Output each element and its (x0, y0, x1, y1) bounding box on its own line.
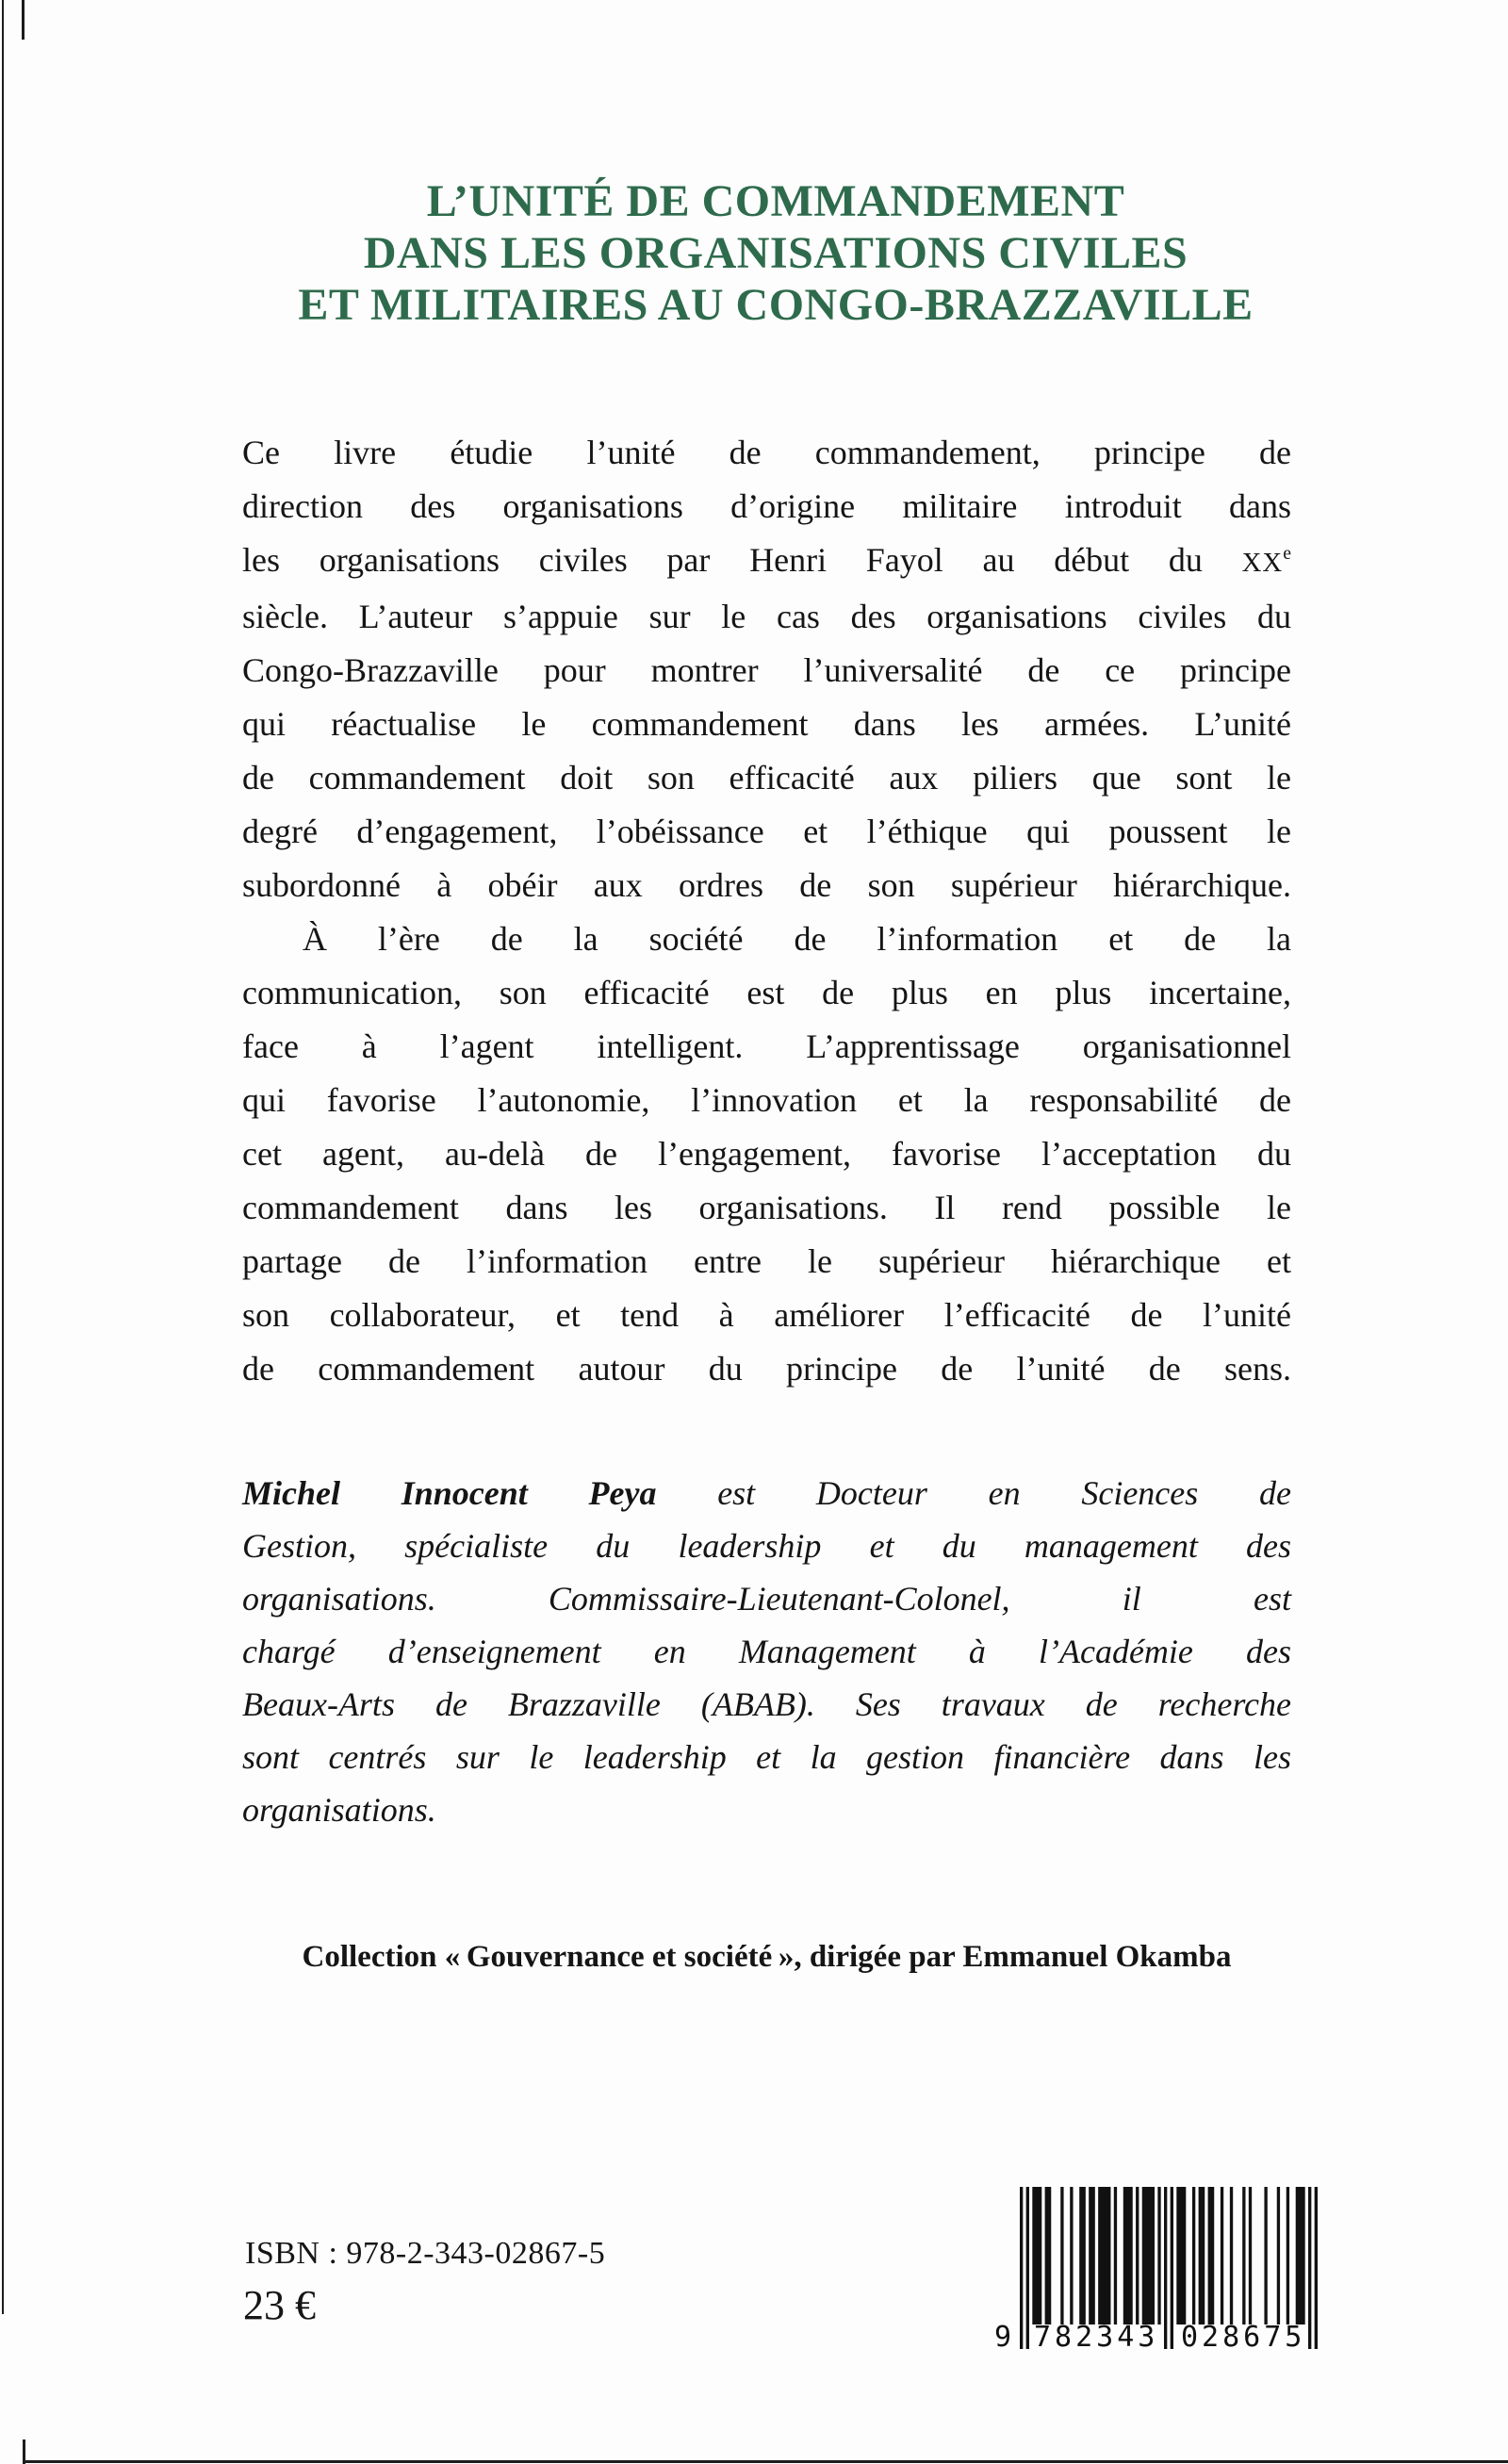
collection-line: Collection « Gouvernance et société », dirigée par Emmanuel Okamba (302, 1940, 1232, 1974)
synopsis-line: qui réactualise le commandement dans les armées. L’unité (242, 705, 1291, 743)
bio-line: chargé d’enseignement en Management à l’Académie des (242, 1633, 1291, 1670)
synopsis-line: subordonné à obéir aux ordres de son supérieur hiérarchique. (242, 866, 1291, 904)
synopsis-line: direction des organisations d’origine militaire introduit dans (242, 487, 1291, 525)
synopsis-line: Congo-Brazzaville pour montrer l’universalité de ce principe (242, 651, 1291, 689)
book-title (163, 175, 1388, 331)
synopsis-line: partage de l’information entre le supérieur hiérarchique et (242, 1242, 1291, 1280)
bio-line: Michel Innocent Peya est Docteur en Sciences de (242, 1474, 1291, 1512)
title-line: DANS LES ORGANISATIONS CIVILES (363, 228, 1188, 278)
bio-line: Gestion, spécialiste du leadership et du management des (242, 1527, 1291, 1565)
synopsis-paragraphs (242, 426, 1291, 1396)
barcode (994, 2187, 1318, 2357)
synopsis-line: degré d’engagement, l’obéissance et l’éthique qui poussent le (242, 813, 1291, 850)
synopsis-line: commandement dans les organisations. Il rend possible le (242, 1189, 1291, 1226)
synopsis-line: qui favorise l’autonomie, l’innovation et la responsabilité de (242, 1081, 1291, 1119)
barcode-left-group: 782343 (1034, 2321, 1159, 2354)
synopsis-line: de commandement autour du principe de l’unité de sens. (242, 1350, 1291, 1388)
barcode-first-digit: 9 (994, 2321, 1016, 2354)
synopsis-line: les organisations civiles par Henri Fayol au début du XXe (242, 541, 1291, 579)
bio-line: Beaux-Arts de Brazzaville (ABAB). Ses travaux de recherche (242, 1685, 1291, 1723)
barcode-digits (994, 2321, 1318, 2357)
synopsis-line: de commandement doit son efficacité aux piliers que sont le (242, 759, 1291, 797)
synopsis-line: siècle. L’auteur s’appuie sur le cas des organisations civiles du (242, 598, 1291, 635)
title-line: L’UNITÉ DE COMMANDEMENT (426, 176, 1125, 226)
synopsis-line: Ce livre étudie l’unité de commandement, principe de (242, 434, 1291, 471)
synopsis-line: communication, son efficacité est de plus en plus incertaine, (242, 974, 1291, 1011)
bio-line: organisations. Commissaire-Lieutenant-Colonel, il est (242, 1580, 1291, 1618)
title-line: ET MILITAIRES AU CONGO-BRAZZAVILLE (298, 280, 1254, 330)
scan-bottom-edge-line (25, 2460, 1508, 2463)
author-bio (242, 1467, 1291, 1836)
scan-left-edge-line (2, 0, 4, 2314)
bio-line: organisations. (242, 1791, 436, 1829)
bio-line: sont centrés sur le leadership et la gestion financière dans les (242, 1738, 1291, 1776)
smallcaps-text: XX (1241, 548, 1284, 578)
barcode-right-group: 028675 (1181, 2321, 1306, 2354)
price-text: 23 € (243, 2282, 316, 2328)
crop-mark-top-left (22, 0, 25, 40)
synopsis-line: À l’ère de la société de l’information et de la (303, 920, 1291, 958)
synopsis-line: son collaborateur, et tend à améliorer l’efficacité de l’unité (242, 1296, 1291, 1334)
isbn-text: ISBN : 978-2-343-02867-5 (245, 2236, 606, 2271)
synopsis-line: face à l’agent intelligent. L’apprentissage organisationnel (242, 1027, 1291, 1065)
synopsis-line: cet agent, au-delà de l’engagement, favorise l’acceptation du (242, 1135, 1291, 1173)
